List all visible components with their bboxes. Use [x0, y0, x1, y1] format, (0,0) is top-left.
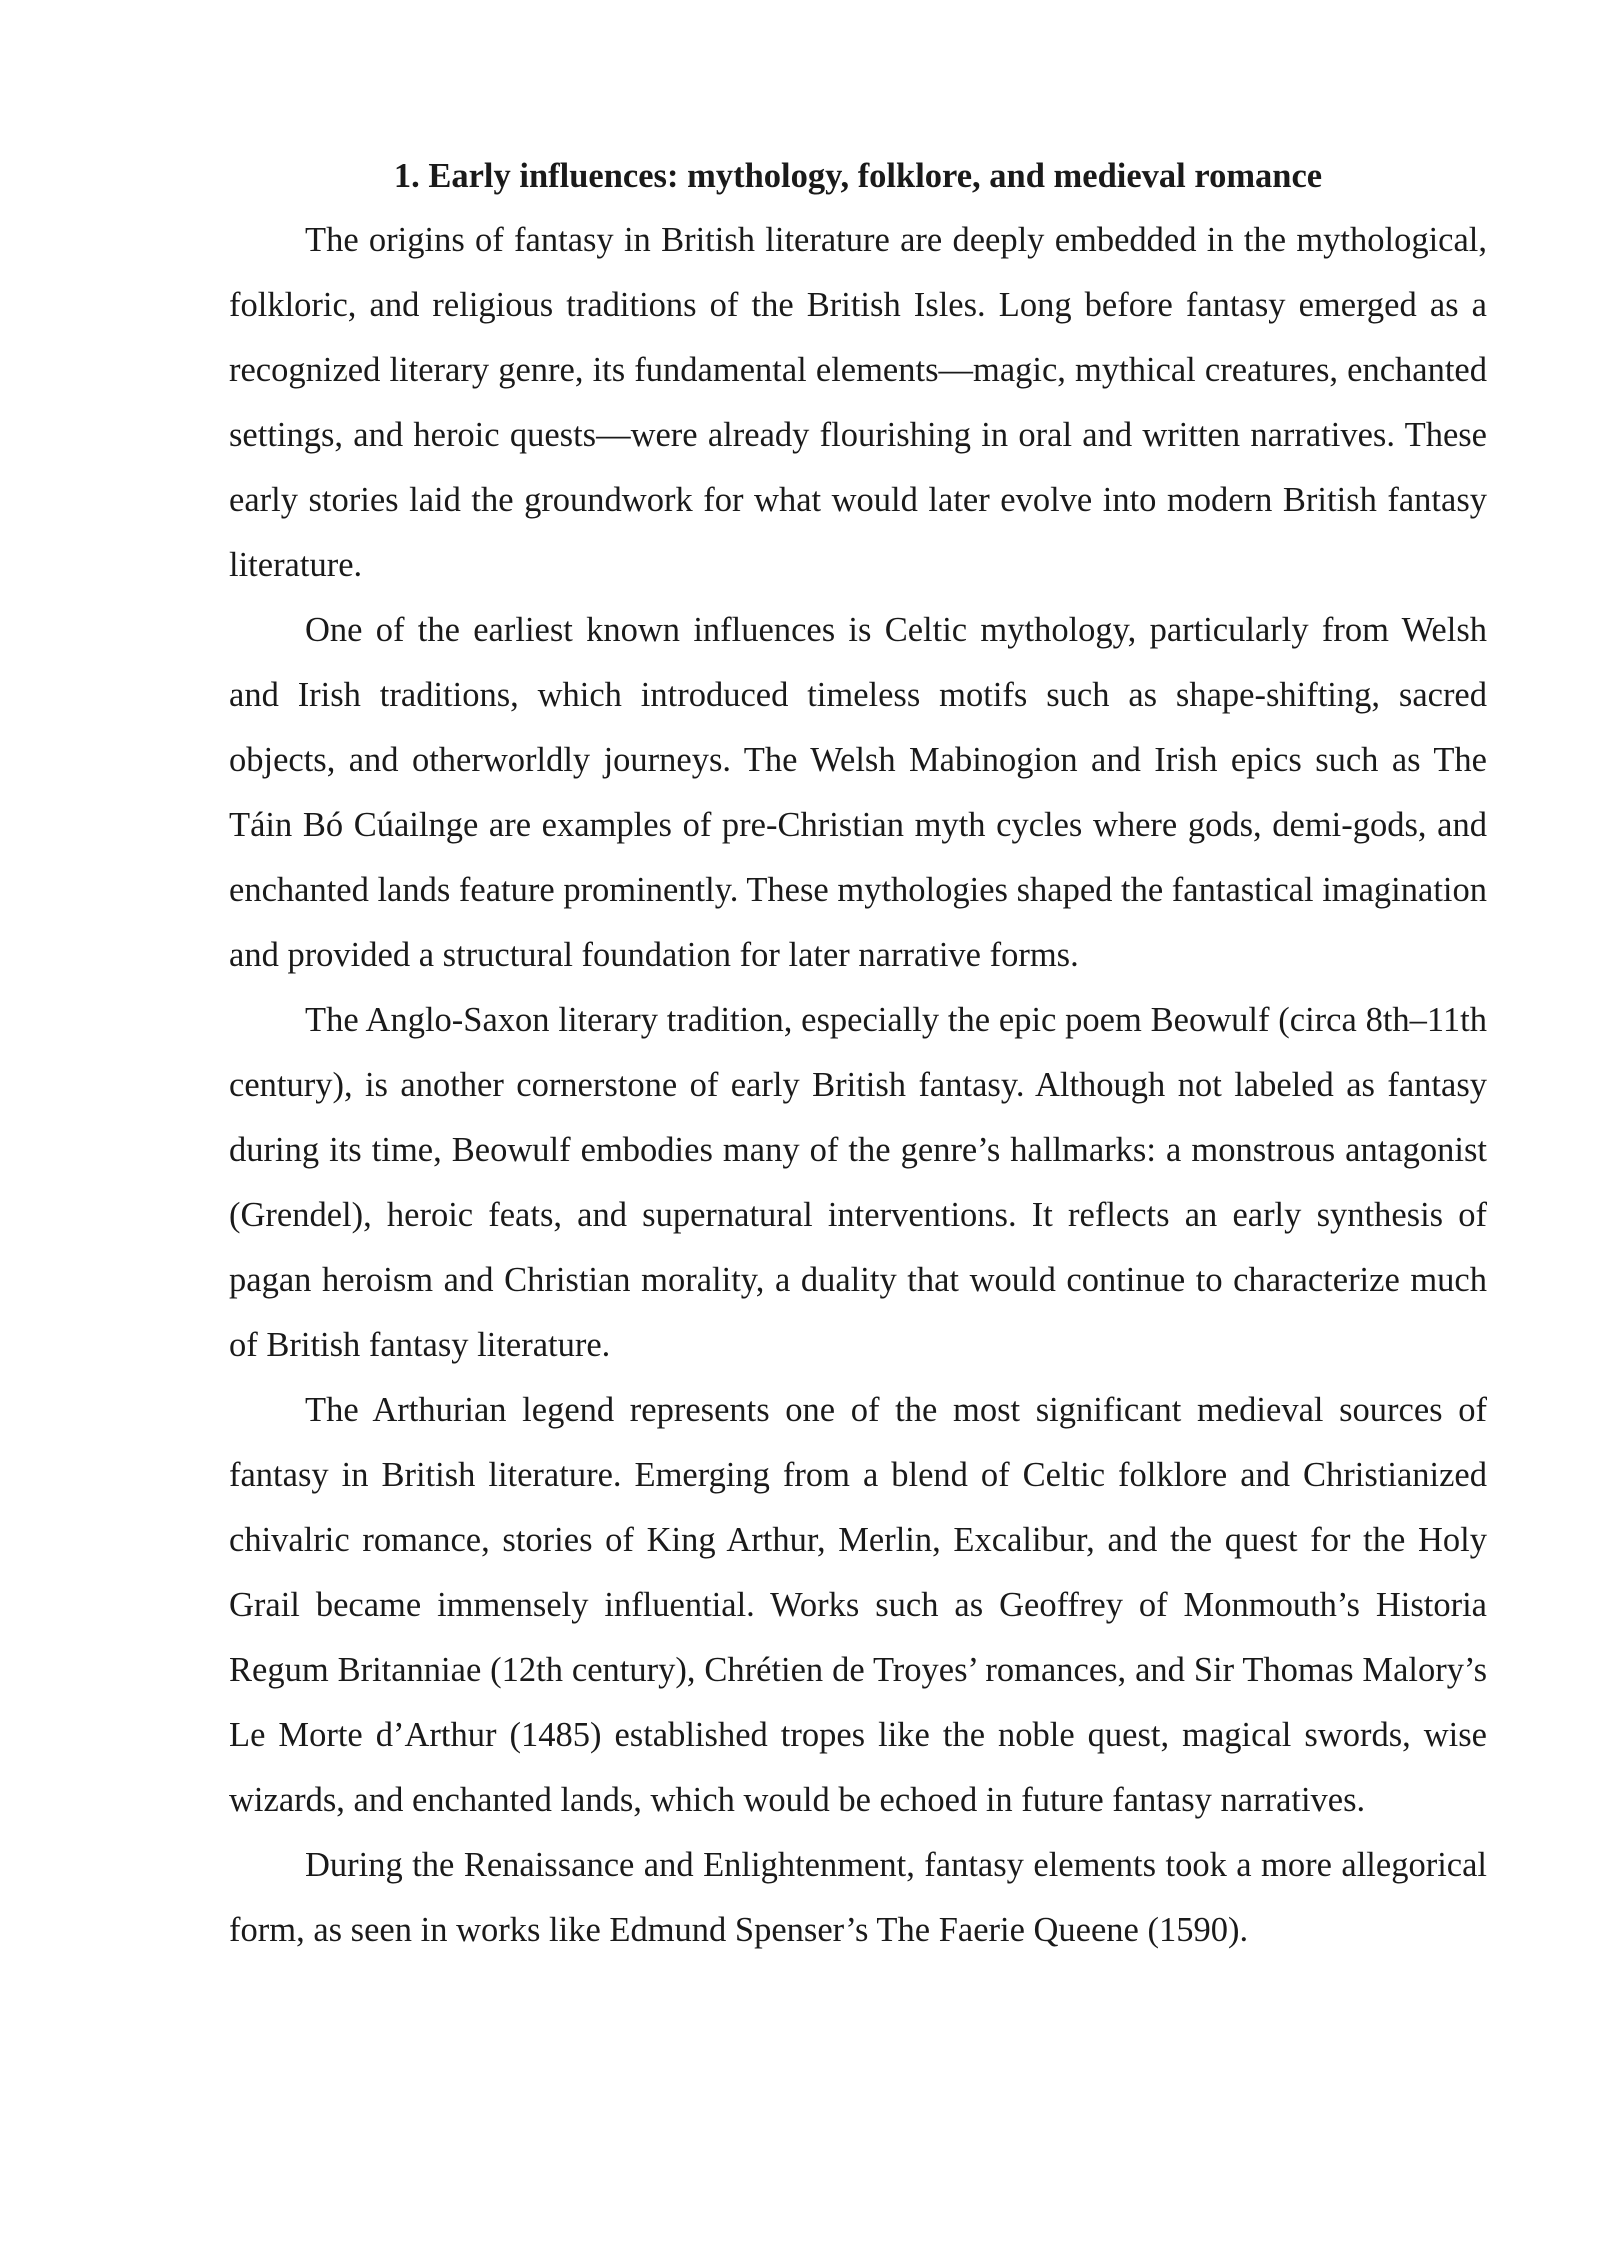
document-page	[229, 150, 1487, 1963]
section-heading: 1. Early influences: mythology, folklore, and medieval romance	[393, 157, 1323, 195]
paragraph-celtic-mythology: One of the earliest known influences is Celtic mythology, particularly from Welsh and Irish traditions, which introduced timeless motifs such as shape-shifting, sacred objects, and otherworldly journeys. The Welsh Mabinogion and Irish epics such as The Táin Bó Cúailnge are examples of pre-Christian myth cycles where gods, demi-gods, and enchanted lands feature prominently. These mythologies shaped the fantastical imagination and provided a structural foundation for later narrative forms.	[229, 611, 1487, 974]
paragraph-renaissance: During the Renaissance and Enlightenment, fantasy elements took a more allegorical form, as seen in works like Edmund Spenser’s The Faerie Queene (1590).	[229, 1846, 1487, 1949]
paragraph-origins: The origins of fantasy in British literature are deeply embedded in the mythological, folkloric, and religious traditions of the British Isles. Long before fantasy emerged as a recognized literary genre, its fundamental elements—magic, mythical creatures, enchanted settings, and heroic quests—were already flourishing in oral and written narratives. These early stories laid the groundwork for what would later evolve into modern British fantasy literature.	[229, 221, 1487, 584]
paragraph-arthurian-legend: The Arthurian legend represents one of the most significant medieval sources of fantasy in British literature. Emerging from a blend of Celtic folklore and Christianized chivalric romance, stories of King Arthur, Merlin, Excalibur, and the quest for the Holy Grail became immensely influential. Works such as Geoffrey of Monmouth’s Historia Regum Britanniae (12th century), Chrétien de Troyes’ romances, and Sir Thomas Malory’s Le Morte d’Arthur (1485) established tropes like the noble quest, magical swords, wise wizards, and enchanted lands, which would be echoed in future fantasy narratives.	[229, 1391, 1487, 1819]
paragraph-anglo-saxon: The Anglo-Saxon literary tradition, especially the epic poem Beowulf (circa 8th–11th century), is another cornerstone of early British fantasy. Although not labeled as fantasy during its time, Beowulf embodies many of the genre’s hallmarks: a monstrous antagonist (Grendel), heroic feats, and supernatural interventions. It reflects an early synthesis of pagan heroism and Christian morality, a duality that would continue to characterize much of British fantasy literature.	[229, 1001, 1487, 1364]
